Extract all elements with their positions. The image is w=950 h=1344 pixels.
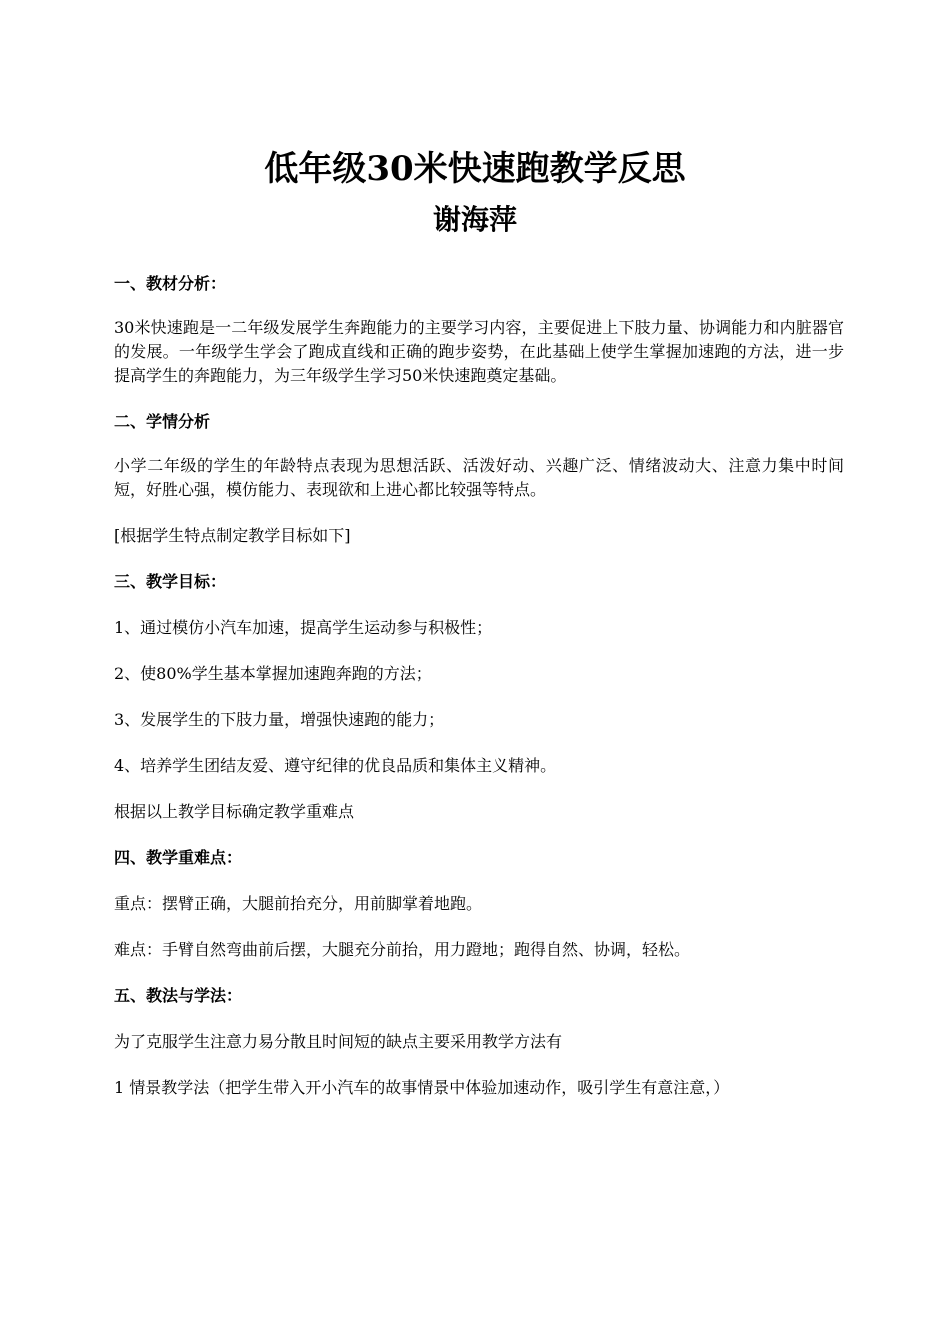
paragraph-methods: 为了克服学生注意力易分散且时间短的缺点主要采用教学方法有: [114, 1032, 563, 1051]
paragraph-key-point: 重点：摆臂正确，大腿前抬充分，用前脚掌着地跑。: [114, 894, 483, 913]
list-item-goal-4: 4、培养学生团结友爱、遵守纪律的优良品质和集体主义精神。: [114, 756, 557, 775]
document-title: 低年级30米快速跑教学反思: [264, 149, 686, 189]
list-item-method-1: 1 情景教学法（把学生带入开小汽车的故事情景中体验加速动作，吸引学生有意注意，）: [114, 1078, 730, 1097]
paragraph-materials: 30米快速跑是一二年级发展学生奔跑能力的主要学习内容，主要促进上下肢力量、协调能力和内脏器官的发展。一年级学生学会了跑成直线和正确的跑步姿势，在此基础上使学生掌握加速跑的方法，进一步提高学生的奔跑能力，为三年级学生学习50米快速跑奠定基础。: [114, 318, 844, 385]
paragraph-students-note: [根据学生特点制定教学目标如下]: [114, 526, 351, 545]
section-heading-key-points: 四、教学重难点：: [114, 848, 243, 867]
section-heading-goals: 三、教学目标：: [114, 572, 227, 591]
document-author: 谢海萍: [432, 203, 517, 236]
list-item-goal-1: 1、通过模仿小汽车加速，提高学生运动参与积极性；: [114, 618, 493, 637]
section-heading-students: 二、学情分析: [114, 412, 211, 431]
paragraph-students: 小学二年级的学生的年龄特点表现为思想活跃、活泼好动、兴趣广泛、情绪波动大、注意力集中时间短，好胜心强，模仿能力、表现欲和上进心都比较强等特点。: [114, 456, 844, 499]
section-heading-materials: 一、教材分析：: [114, 274, 227, 293]
paragraph-goals-note: 根据以上教学目标确定教学重难点: [114, 802, 355, 821]
section-heading-methods: 五、教法与学法：: [114, 986, 243, 1005]
list-item-goal-2: 2、使80%学生基本掌握加速跑奔跑的方法；: [114, 664, 432, 683]
list-item-goal-3: 3、发展学生的下肢力量，增强快速跑的能力；: [114, 710, 445, 729]
paragraph-difficult-point: 难点：手臂自然弯曲前后摆，大腿充分前抬，用力蹬地；跑得自然、协调，轻松。: [114, 940, 691, 959]
document-body: [114, 270, 844, 1120]
